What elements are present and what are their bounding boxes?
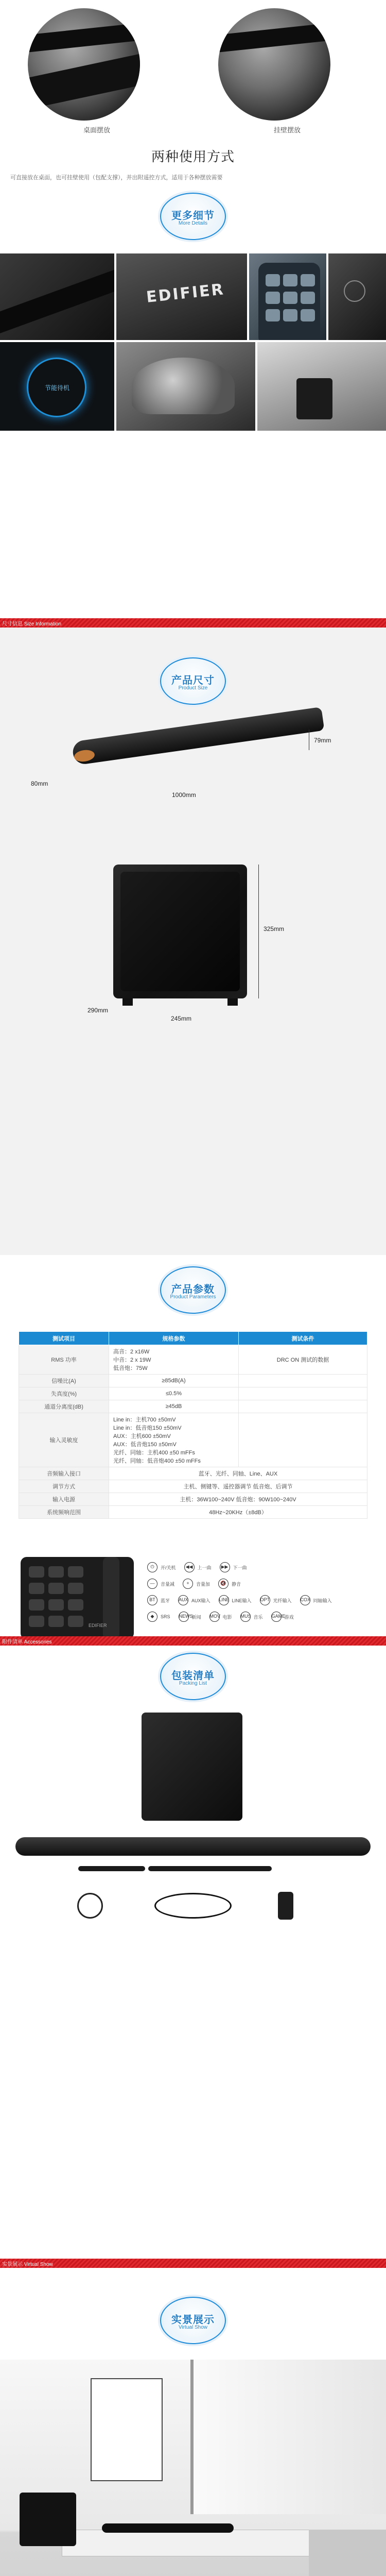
spec-header: 测试项目: [19, 1332, 109, 1345]
specs-section: [0, 1255, 386, 1636]
power-icon: [344, 280, 365, 302]
remote-button-icon: ▶▶: [220, 1562, 230, 1572]
badge-subtitle: More Details: [178, 221, 208, 226]
bar-height-label: 79mm: [314, 737, 331, 744]
remote-button-icon: +: [183, 1579, 193, 1589]
detail-photo-subwoofer: [116, 342, 255, 431]
legend-row: [147, 1595, 384, 1605]
section-bar-label: 实景展示 Virtual Show: [2, 2262, 53, 2267]
remote-button-icon: OPT: [260, 1595, 270, 1605]
packing-strap-left: [78, 1866, 145, 1871]
remote-brand: EDIFIER: [89, 1623, 107, 1628]
remote-button-label: 音量减: [161, 1581, 175, 1587]
remote-button-icon: MOV: [209, 1612, 220, 1622]
sub-depth-label: 290mm: [87, 1007, 109, 1014]
spec-row: [19, 1506, 367, 1519]
spec-condition: DRC ON 测试的数据: [239, 1345, 367, 1375]
remote-button-label: 新闻: [191, 1614, 201, 1620]
remote-button-label: 音乐: [253, 1614, 263, 1620]
remote-button-label: SRS: [161, 1614, 170, 1619]
detail-photo-mount: [257, 342, 386, 431]
badge-subtitle: Product Parameters: [170, 1294, 216, 1300]
remote-button-label: 电影: [222, 1614, 232, 1620]
remote-button-label: 光纤输入: [273, 1598, 292, 1603]
remote-button-icon: ⏻: [147, 1562, 157, 1572]
specs-badge: [160, 1266, 226, 1314]
spec-key: 调节方式: [19, 1480, 109, 1493]
wall-placement-image: [218, 8, 330, 121]
soundbar-image: [73, 731, 325, 777]
dimensions-badge: [160, 657, 226, 705]
spec-key: RMS 功率: [19, 1345, 109, 1375]
spec-value: 主机：36W100~240V 低音炮：90W100~240V: [109, 1493, 367, 1506]
packing-audio-cable: [77, 1893, 103, 1919]
details-section: [0, 185, 386, 618]
badge-title: 更多细节: [171, 210, 215, 222]
placement-description: 可直接放在桌面，也可挂壁使用（包配支撑），并出附遥控方式，适用于各种摆放需要: [10, 175, 223, 181]
section-bar-virtual: [0, 2259, 386, 2268]
bar-length-label: 1000mm: [172, 791, 196, 799]
subwoofer-image: [113, 865, 247, 998]
legend-row: [147, 1579, 384, 1589]
remote-button-icon: NEWS: [179, 1612, 189, 1622]
details-badge: [160, 193, 226, 240]
spec-value: ≥45dB: [109, 1400, 239, 1413]
remote-button-label: 静音: [232, 1581, 241, 1587]
remote-button-icon: 🔇: [218, 1579, 229, 1589]
remote-image: [21, 1557, 134, 1639]
detail-photo-logo: [116, 253, 247, 340]
remote-button-label: AUX输入: [191, 1598, 210, 1603]
spec-condition: [239, 1387, 367, 1400]
spec-condition: [239, 1413, 367, 1467]
spec-value: 48Hz~20KHz（±8dB）: [109, 1506, 367, 1519]
spec-row: [19, 1493, 367, 1506]
remote-button-icon: ◆: [147, 1612, 157, 1622]
remote-button-icon: LINE: [219, 1595, 229, 1605]
remote-legend-block: [21, 1557, 350, 1639]
bar-depth-label: 80mm: [31, 780, 48, 787]
spec-value: 高音：2 x16W 中音：2 x 19W 低音炮：75W: [109, 1345, 239, 1375]
spec-condition: [239, 1400, 367, 1413]
packing-subwoofer: [142, 1713, 242, 1821]
remote-button-label: 下一曲: [233, 1565, 247, 1570]
spec-key: 通道分离度(dB): [19, 1400, 109, 1413]
spec-row: [19, 1400, 367, 1413]
spec-key: 系统频响范围: [19, 1506, 109, 1519]
packing-strap-right: [148, 1866, 272, 1871]
eco-label: 节能待机: [44, 384, 69, 392]
remote-button-label: 上一曲: [197, 1565, 212, 1570]
spec-table: [19, 1331, 367, 1519]
spec-row: [19, 1413, 367, 1467]
badge-subtitle: Product Size: [178, 685, 208, 691]
packing-soundbar: [15, 1837, 371, 1856]
sub-width-label: 245mm: [171, 1015, 192, 1022]
spec-header-row: [19, 1332, 367, 1345]
packing-badge: [160, 1653, 226, 1700]
section-bar-size: [0, 618, 386, 628]
badge-title: 产品尺寸: [171, 675, 215, 686]
remote-button-icon: AUX: [178, 1595, 188, 1605]
spec-value: ≤0.5%: [109, 1387, 239, 1400]
brand-logo: EDIFIER: [145, 280, 226, 307]
desktop-placement-caption: 桌面摆放: [83, 126, 111, 134]
spec-key: 音频输入接口: [19, 1467, 109, 1480]
spec-header: 测试条件: [239, 1332, 367, 1345]
remote-button-icon: GAME: [271, 1612, 282, 1622]
spec-value: 蓝牙、光纤、同轴、Line、AUX: [109, 1467, 367, 1480]
badge-title: 包装清单: [171, 1670, 215, 1682]
wall-placement-caption: 挂壁摆放: [274, 126, 301, 134]
badge-title: 产品参数: [171, 1284, 215, 1295]
legend-row: [147, 1562, 384, 1572]
spec-value: Line in：主机700 ±50mV Line in：低音炮150 ±50mV AUX：主机600 ±50mV AUX：低音炮150 ±50mV 光纤、同轴：主机400 ±50 mFFs 光纤、同轴：低音炮400 ±50 mFFs: [109, 1413, 239, 1467]
detail-photo-strap: [0, 253, 114, 340]
spec-row: [19, 1387, 367, 1400]
remote-legend: [147, 1562, 384, 1628]
badge-subtitle: Packing List: [179, 1681, 207, 1686]
detail-photo-remote: [249, 253, 326, 340]
remote-button-label: 同轴输入: [313, 1598, 332, 1603]
packing-optical-cable: [154, 1893, 232, 1919]
spec-value: ≥85dB(A): [109, 1375, 239, 1387]
remote-button-icon: MUS: [240, 1612, 251, 1622]
packing-remote: [278, 1892, 293, 1920]
remote-button-icon: BT: [147, 1595, 157, 1605]
spec-row: [19, 1375, 367, 1387]
spec-value: 主机、侧键等、遥控器调节 低音炮、后调节: [109, 1480, 367, 1493]
section-bar-accessories: [0, 1636, 386, 1646]
spec-condition: [239, 1375, 367, 1387]
living-room-photo: [0, 2360, 386, 2576]
dimensions-section: [0, 628, 386, 1255]
spec-key: 失真度(%): [19, 1387, 109, 1400]
detail-photo-power: [328, 253, 386, 340]
section-bar-label: 附件清单 Accessories: [2, 1639, 52, 1645]
badge-title: 实景展示: [171, 2314, 215, 2326]
placement-section: [0, 0, 386, 185]
detail-photo-grid: [0, 253, 386, 610]
remote-button-label: 音量加: [196, 1581, 210, 1587]
remote-button-label: LINE输入: [232, 1598, 252, 1603]
badge-subtitle: Virtual Show: [179, 2325, 207, 2330]
spec-header: 规格参数: [109, 1332, 239, 1345]
desktop-placement-image: [28, 8, 140, 121]
packing-section: [0, 1646, 386, 2259]
remote-button-icon: ◀◀: [184, 1562, 195, 1572]
spec-row: [19, 1480, 367, 1493]
remote-button-icon: COX: [300, 1595, 310, 1605]
spec-key: 输入灵敏度: [19, 1413, 109, 1467]
remote-button-label: 游戏: [284, 1614, 294, 1620]
show-badge: [160, 2297, 226, 2344]
section-bar-label: 尺寸信息 Size Information: [2, 621, 62, 627]
detail-photo-eco: [0, 342, 114, 431]
virtual-show-section: [0, 2268, 386, 2576]
remote-button-icon: —: [147, 1579, 157, 1589]
spec-key: 信噪比(A): [19, 1375, 109, 1387]
remote-button-label: 开/关机: [161, 1565, 176, 1570]
spec-key: 输入电源: [19, 1493, 109, 1506]
legend-row: [147, 1612, 384, 1622]
spec-row: [19, 1345, 367, 1375]
placement-title: 两种使用方式: [151, 149, 235, 164]
spec-row: [19, 1467, 367, 1480]
sub-height-label: 325mm: [264, 925, 285, 933]
remote-button-label: 蓝牙: [161, 1598, 170, 1603]
